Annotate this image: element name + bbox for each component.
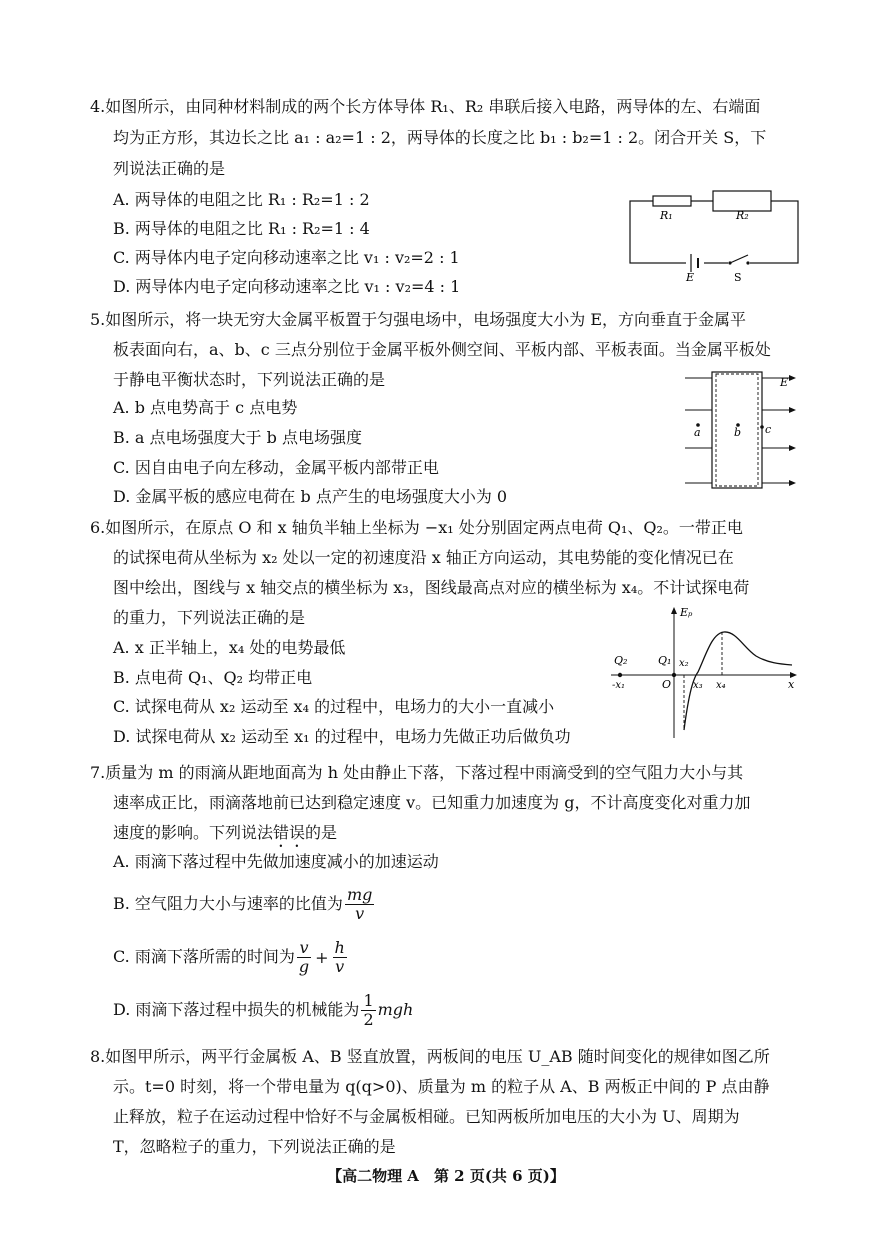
- q5-option-b[interactable]: B. a 点电场强度大于 b 点电场强度: [113, 428, 362, 447]
- q5-stem-line3: 于静电平衡状态时，下列说法正确的是: [113, 370, 386, 389]
- q7-stem-line2: 速率成正比，雨滴落地前已达到稳定速度 v。已知重力加速度为 g，不计高度变化对重力加: [113, 793, 751, 812]
- label-x4: x₄: [716, 680, 726, 691]
- label-s: S: [734, 271, 742, 283]
- label-ep: Eₚ: [680, 606, 693, 619]
- q6-option-d[interactable]: D. 试探电荷从 x₂ 运动至 x₁ 的过程中，电场力先做正功后做负功: [113, 727, 571, 746]
- label-q2: Q₂: [614, 654, 628, 667]
- q4-option-a[interactable]: A. 两导体的电阻之比 R₁ : R₂=1 : 2: [113, 190, 370, 209]
- q7-option-c[interactable]: C. 雨滴下落所需的时间为 $\frac{v}{g}$ + $\frac{h}{v}$: [113, 938, 345, 976]
- q4-stem-line2: 均为正方形，其边长之比 a₁ : a₂=1 : 2，两导体的长度之比 b₁ : b₂=1 : 2。闭合开关 S，下: [113, 128, 767, 147]
- label-origin: O: [662, 678, 672, 691]
- q5-stem-line1: 5.如图所示，将一块无穷大金属平板置于匀强电场中，电场强度大小为 E，方向垂直于金属平: [90, 310, 747, 329]
- q7-option-b[interactable]: B. 空气阻力大小与速率的比值为 $\frac{mg}{v}$: [113, 885, 373, 923]
- fraction-h-over-v: $\frac{h}{v}$: [334, 938, 345, 976]
- q6-option-c[interactable]: C. 试探电荷从 x₂ 运动至 x₄ 的过程中，电场力的大小一直减小: [113, 697, 555, 716]
- q4-circuit-figure: [620, 183, 805, 283]
- fraction-one-half: $\frac{1}{2}$: [363, 991, 374, 1029]
- label-e: E: [686, 271, 695, 283]
- label-q1: Q₁: [658, 654, 672, 667]
- q4-option-d[interactable]: D. 两导体内电子定向移动速率之比 v₁ : v₂=4 : 1: [113, 277, 461, 296]
- q6-stem-line3: 图中绘出，图线与 x 轴交点的横坐标为 x₃，图线最高点对应的横坐标为 x₄。不计试探电荷: [113, 578, 750, 597]
- q4-stem-line1: 4.如图所示，由同种材料制成的两个长方体导体 R₁、R₂ 串联后接入电路，两导体的左、右端面: [90, 97, 761, 116]
- q4-option-c[interactable]: C. 两导体内电子定向移动速率之比 v₁ : v₂=2 : 1: [113, 248, 460, 267]
- label-neg-x1: -x₁: [612, 680, 626, 691]
- q8-stem-line3: 止释放，粒子在运动过程中恰好不与金属板相碰。已知两板所加电压的大小为 U、周期为: [113, 1107, 740, 1126]
- q6-stem-line2: 的试探电荷从坐标为 x₂ 处以一定的初速度沿 x 轴正方向运动，其电势能的变化情况已在: [113, 548, 734, 567]
- label-x2: x₂: [679, 658, 689, 669]
- label-x3: x₃: [693, 680, 703, 691]
- q7-stem-line1: 7.质量为 m 的雨滴从距地面高为 h 处由静止下落，下落过程中雨滴受到的空气阻力大小与其: [90, 763, 744, 782]
- q8-stem-line2: 示。t=0 时刻，将一个带电量为 q(q>0)、质量为 m 的粒子从 A、B 两板正中间的 P 点由静: [113, 1077, 770, 1096]
- label-b: b: [734, 426, 742, 439]
- q5-option-c[interactable]: C. 因自由电子向左移动，金属平板内部带正电: [113, 458, 439, 477]
- label-c: c: [765, 423, 772, 436]
- q5-metal-plate-figure: [680, 368, 805, 493]
- q5-stem-line2: 板表面向右，a、b、c 三点分别位于金属平板外侧空间、平板内部、平板表面。当金属平板处: [113, 340, 771, 359]
- q7-option-d[interactable]: D. 雨滴下落过程中损失的机械能为 $\frac{1}{2}$ mgh: [113, 991, 414, 1029]
- label-a: a: [694, 426, 701, 439]
- fraction-v-over-g: $\frac{v}{g}$: [298, 938, 310, 976]
- label-x: x: [788, 678, 795, 691]
- point-c: [760, 425, 764, 429]
- q8-stem-line4: T，忽略粒子的重力，下列说法正确的是: [113, 1137, 396, 1156]
- q4-option-b[interactable]: B. 两导体的电阻之比 R₁ : R₂=1 : 4: [113, 219, 370, 238]
- q7-option-a[interactable]: A. 雨滴下落过程中先做加速度减小的加速运动: [113, 852, 439, 871]
- q6-option-b[interactable]: B. 点电荷 Q₁、Q₂ 均带正电: [113, 668, 313, 687]
- q5-option-a[interactable]: A. b 点电势高于 c 点电势: [113, 398, 298, 417]
- q6-option-a[interactable]: A. x 正半轴上，x₄ 处的电势最低: [113, 638, 346, 657]
- label-r1: R₁: [660, 209, 673, 222]
- q6-potential-energy-graph: [606, 600, 806, 740]
- q8-stem-line1: 8.如图甲所示，两平行金属板 A、B 竖直放置，两板间的电压 U_AB 随时间变化的规律如图乙所: [90, 1047, 770, 1066]
- label-r2: R₂: [736, 209, 749, 222]
- q4-stem-line3: 列说法正确的是: [113, 159, 226, 178]
- resistor-r2: [713, 191, 771, 211]
- label-e: E: [780, 376, 789, 389]
- q6-stem-line1: 6.如图所示，在原点 O 和 x 轴负半轴上坐标为 −x₁ 处分别固定两点电荷 Q₁、Q₂。一带正电: [90, 518, 743, 537]
- page-footer: 【高二物理 A 第 2 页(共 6 页)】: [327, 1167, 565, 1185]
- resistor-r1: [653, 196, 691, 206]
- charge-q2: [618, 673, 622, 677]
- q6-stem-line4: 的重力，下列说法正确的是: [113, 608, 306, 627]
- fraction-mg-over-v: $\frac{mg}{v}$: [346, 885, 373, 923]
- emphasis-wrong: 错误: [273, 823, 306, 842]
- charge-q1: [672, 673, 676, 677]
- q7-stem-line3: 速度的影响。下列说法错误的是: [113, 823, 338, 842]
- q5-option-d[interactable]: D. 金属平板的感应电荷在 b 点产生的电场强度大小为 0: [113, 487, 508, 506]
